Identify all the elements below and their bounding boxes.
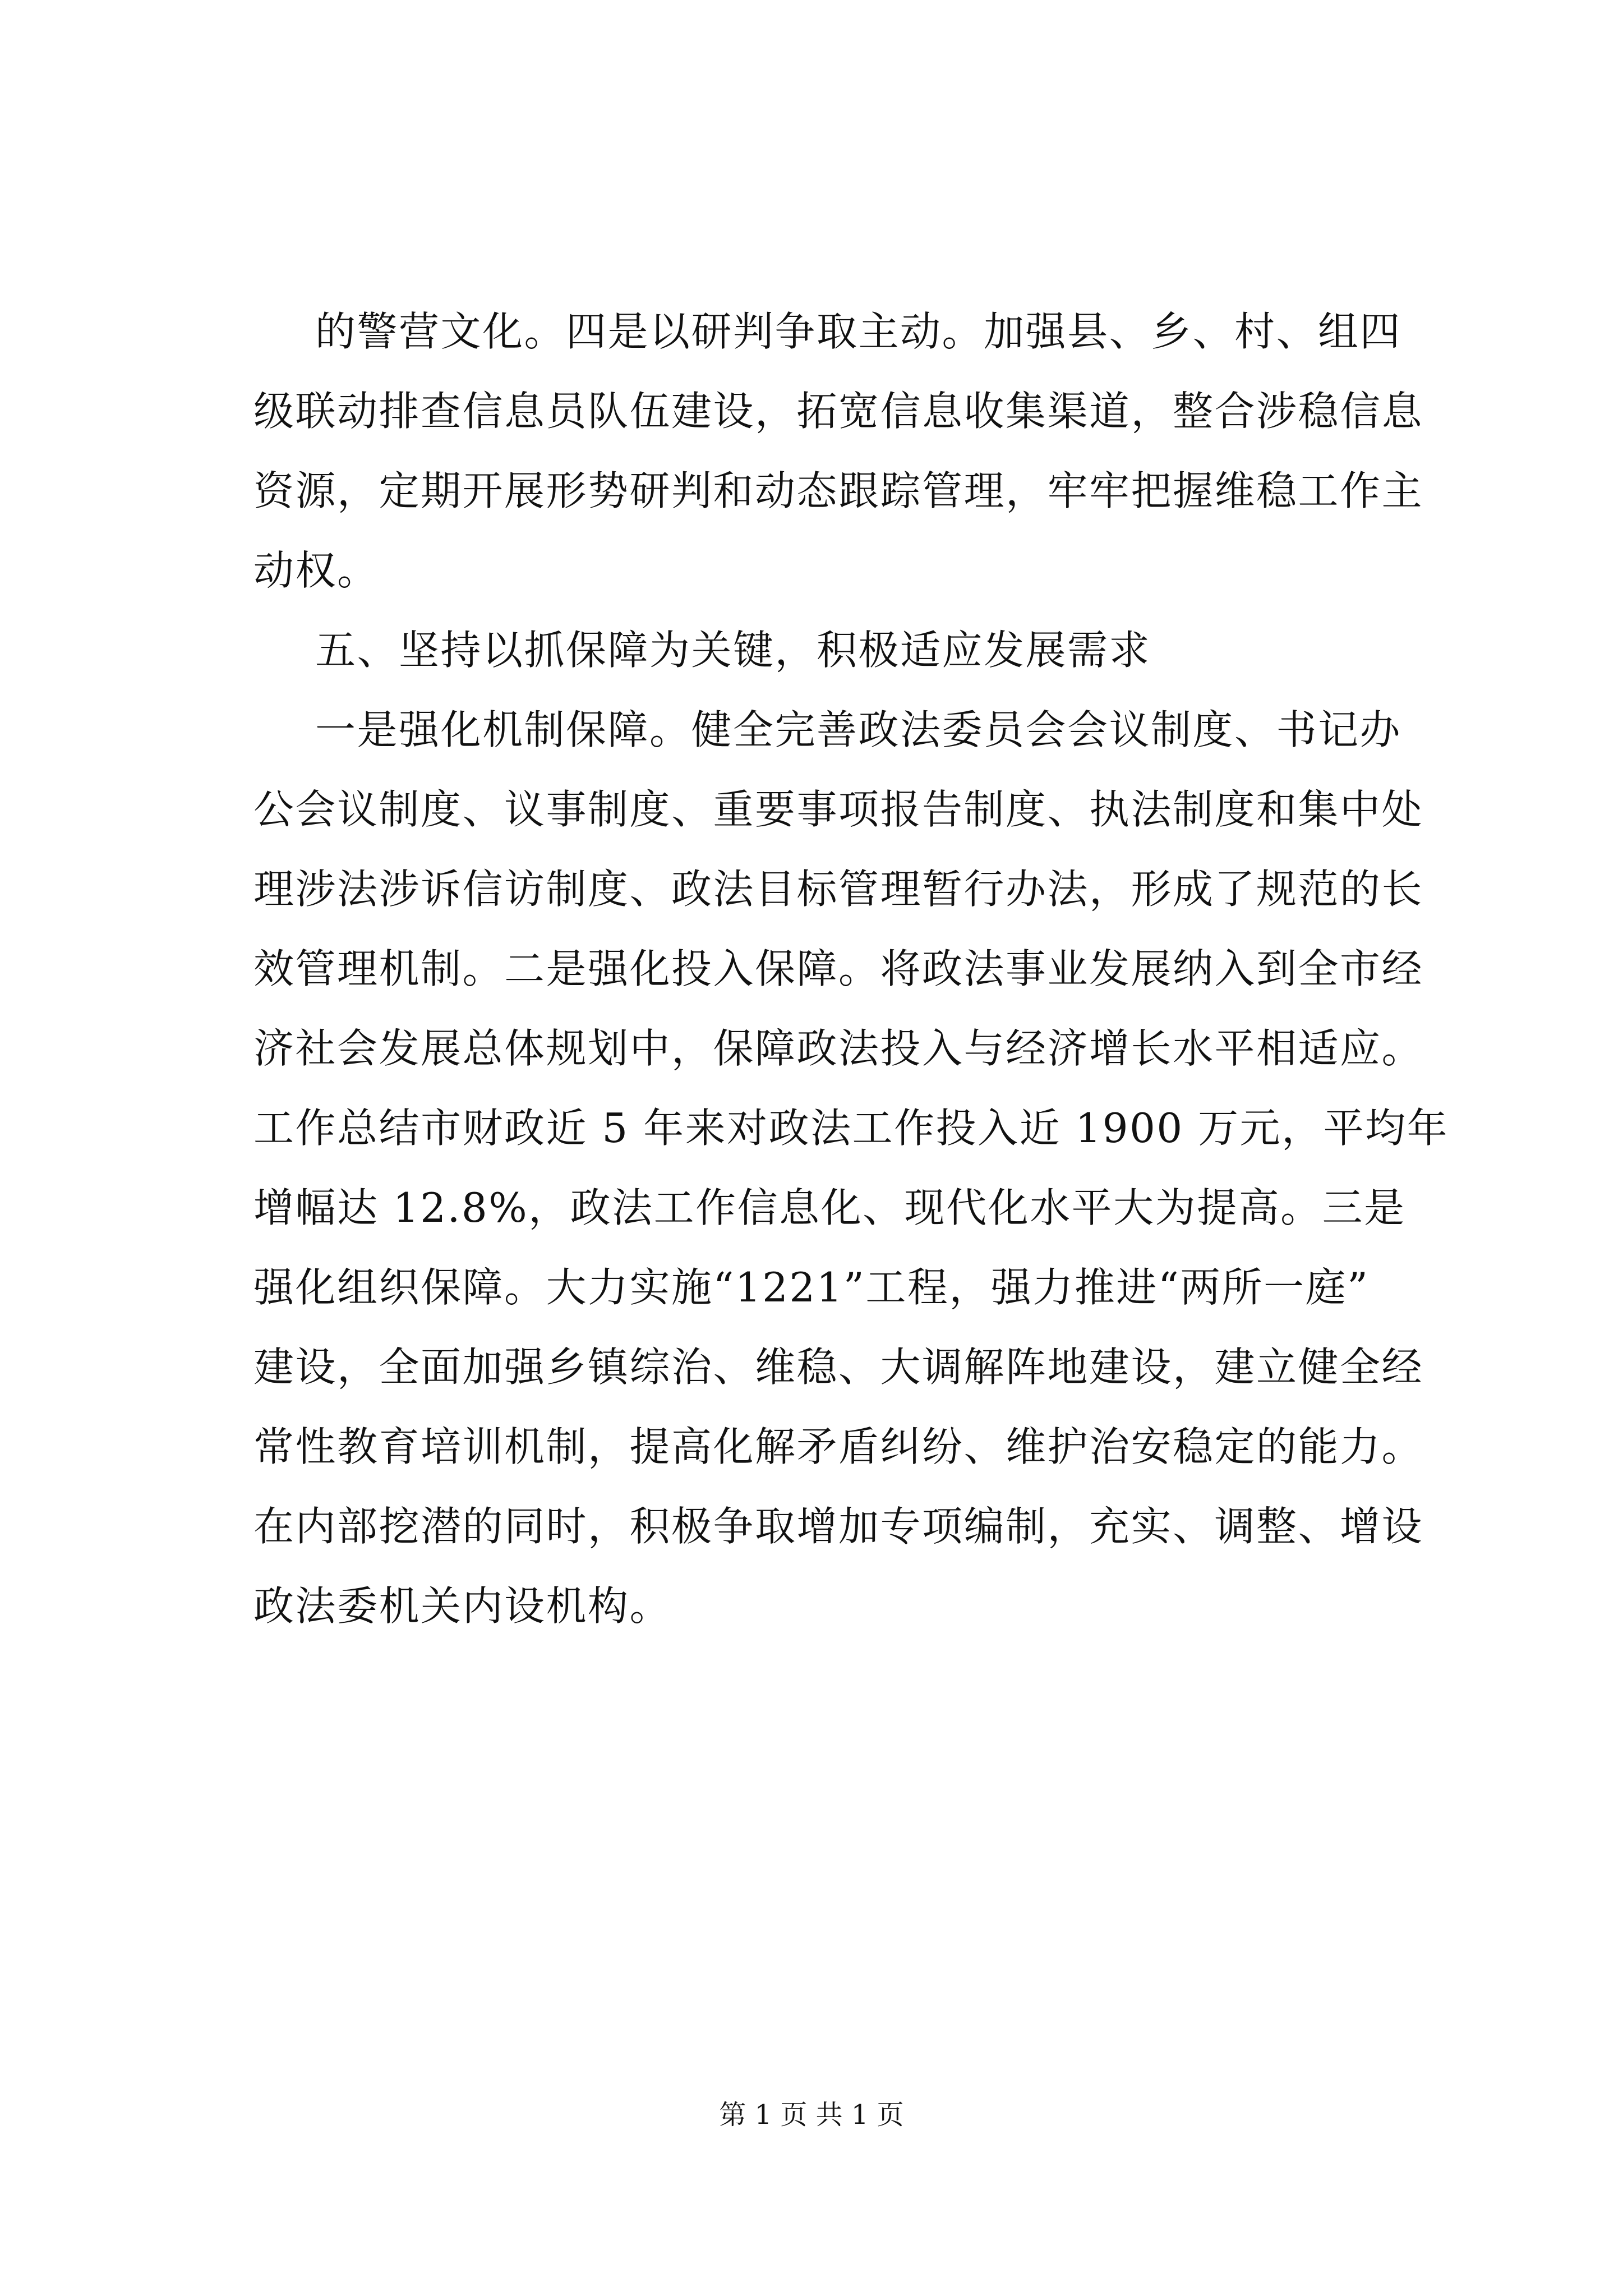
text-line: 理涉法涉诉信访制度、政法目标管理暂行办法，形成了规范的长 [253,866,1424,913]
text-line: 资源，定期开展形势研判和动态跟踪管理，牢牢把握维稳工作主 [253,467,1424,514]
text-line: 工作总结市财政近 5 年来对政法工作投入近 1900 万元，平均年 [253,1105,1449,1152]
text-line: 常性教育培训机制，提高化解矛盾纠纷、维护治安稳定的能力。 [253,1423,1424,1470]
text-line: 济社会发展总体规划中，保障政法投入与经济增长水平相适应。 [253,1025,1424,1072]
text-line: 政法委机关内设机构。 [253,1582,672,1630]
text-line: 在内部挖潜的同时，积极争取增加专项编制，充实、调整、增设 [253,1503,1424,1550]
section-heading: 五、坚持以抓保障为关键，积极适应发展需求 [315,627,1151,674]
text-line: 一是强化机制保障。健全完善政法委员会会议制度、书记办 [315,706,1402,753]
text-line: 效管理机制。二是强化投入保障。将政法事业发展纳入到全市经 [253,945,1424,992]
text-line: 的警营文化。四是以研判争取主动。加强县、乡、村、组四 [315,308,1402,355]
text-line: 级联动排查信息员队伍建设，拓宽信息收集渠道，整合涉稳信息 [253,388,1424,435]
document-body [253,292,1449,1646]
page-footer: 第 1 页 共 1 页 [719,2099,904,2131]
text-line: 动权。 [253,547,379,594]
text-line: 强化组织保障。大力实施“1221”工程，强力推进“两所一庭” [253,1264,1370,1311]
text-line: 增幅达 12.8%，政法工作信息化、现代化水平大为提高。三是 [253,1184,1406,1231]
text-line: 建设，全面加强乡镇综治、维稳、大调解阵地建设，建立健全经 [253,1343,1424,1391]
text-line: 公会议制度、议事制度、重要事项报告制度、执法制度和集中处 [253,786,1424,833]
